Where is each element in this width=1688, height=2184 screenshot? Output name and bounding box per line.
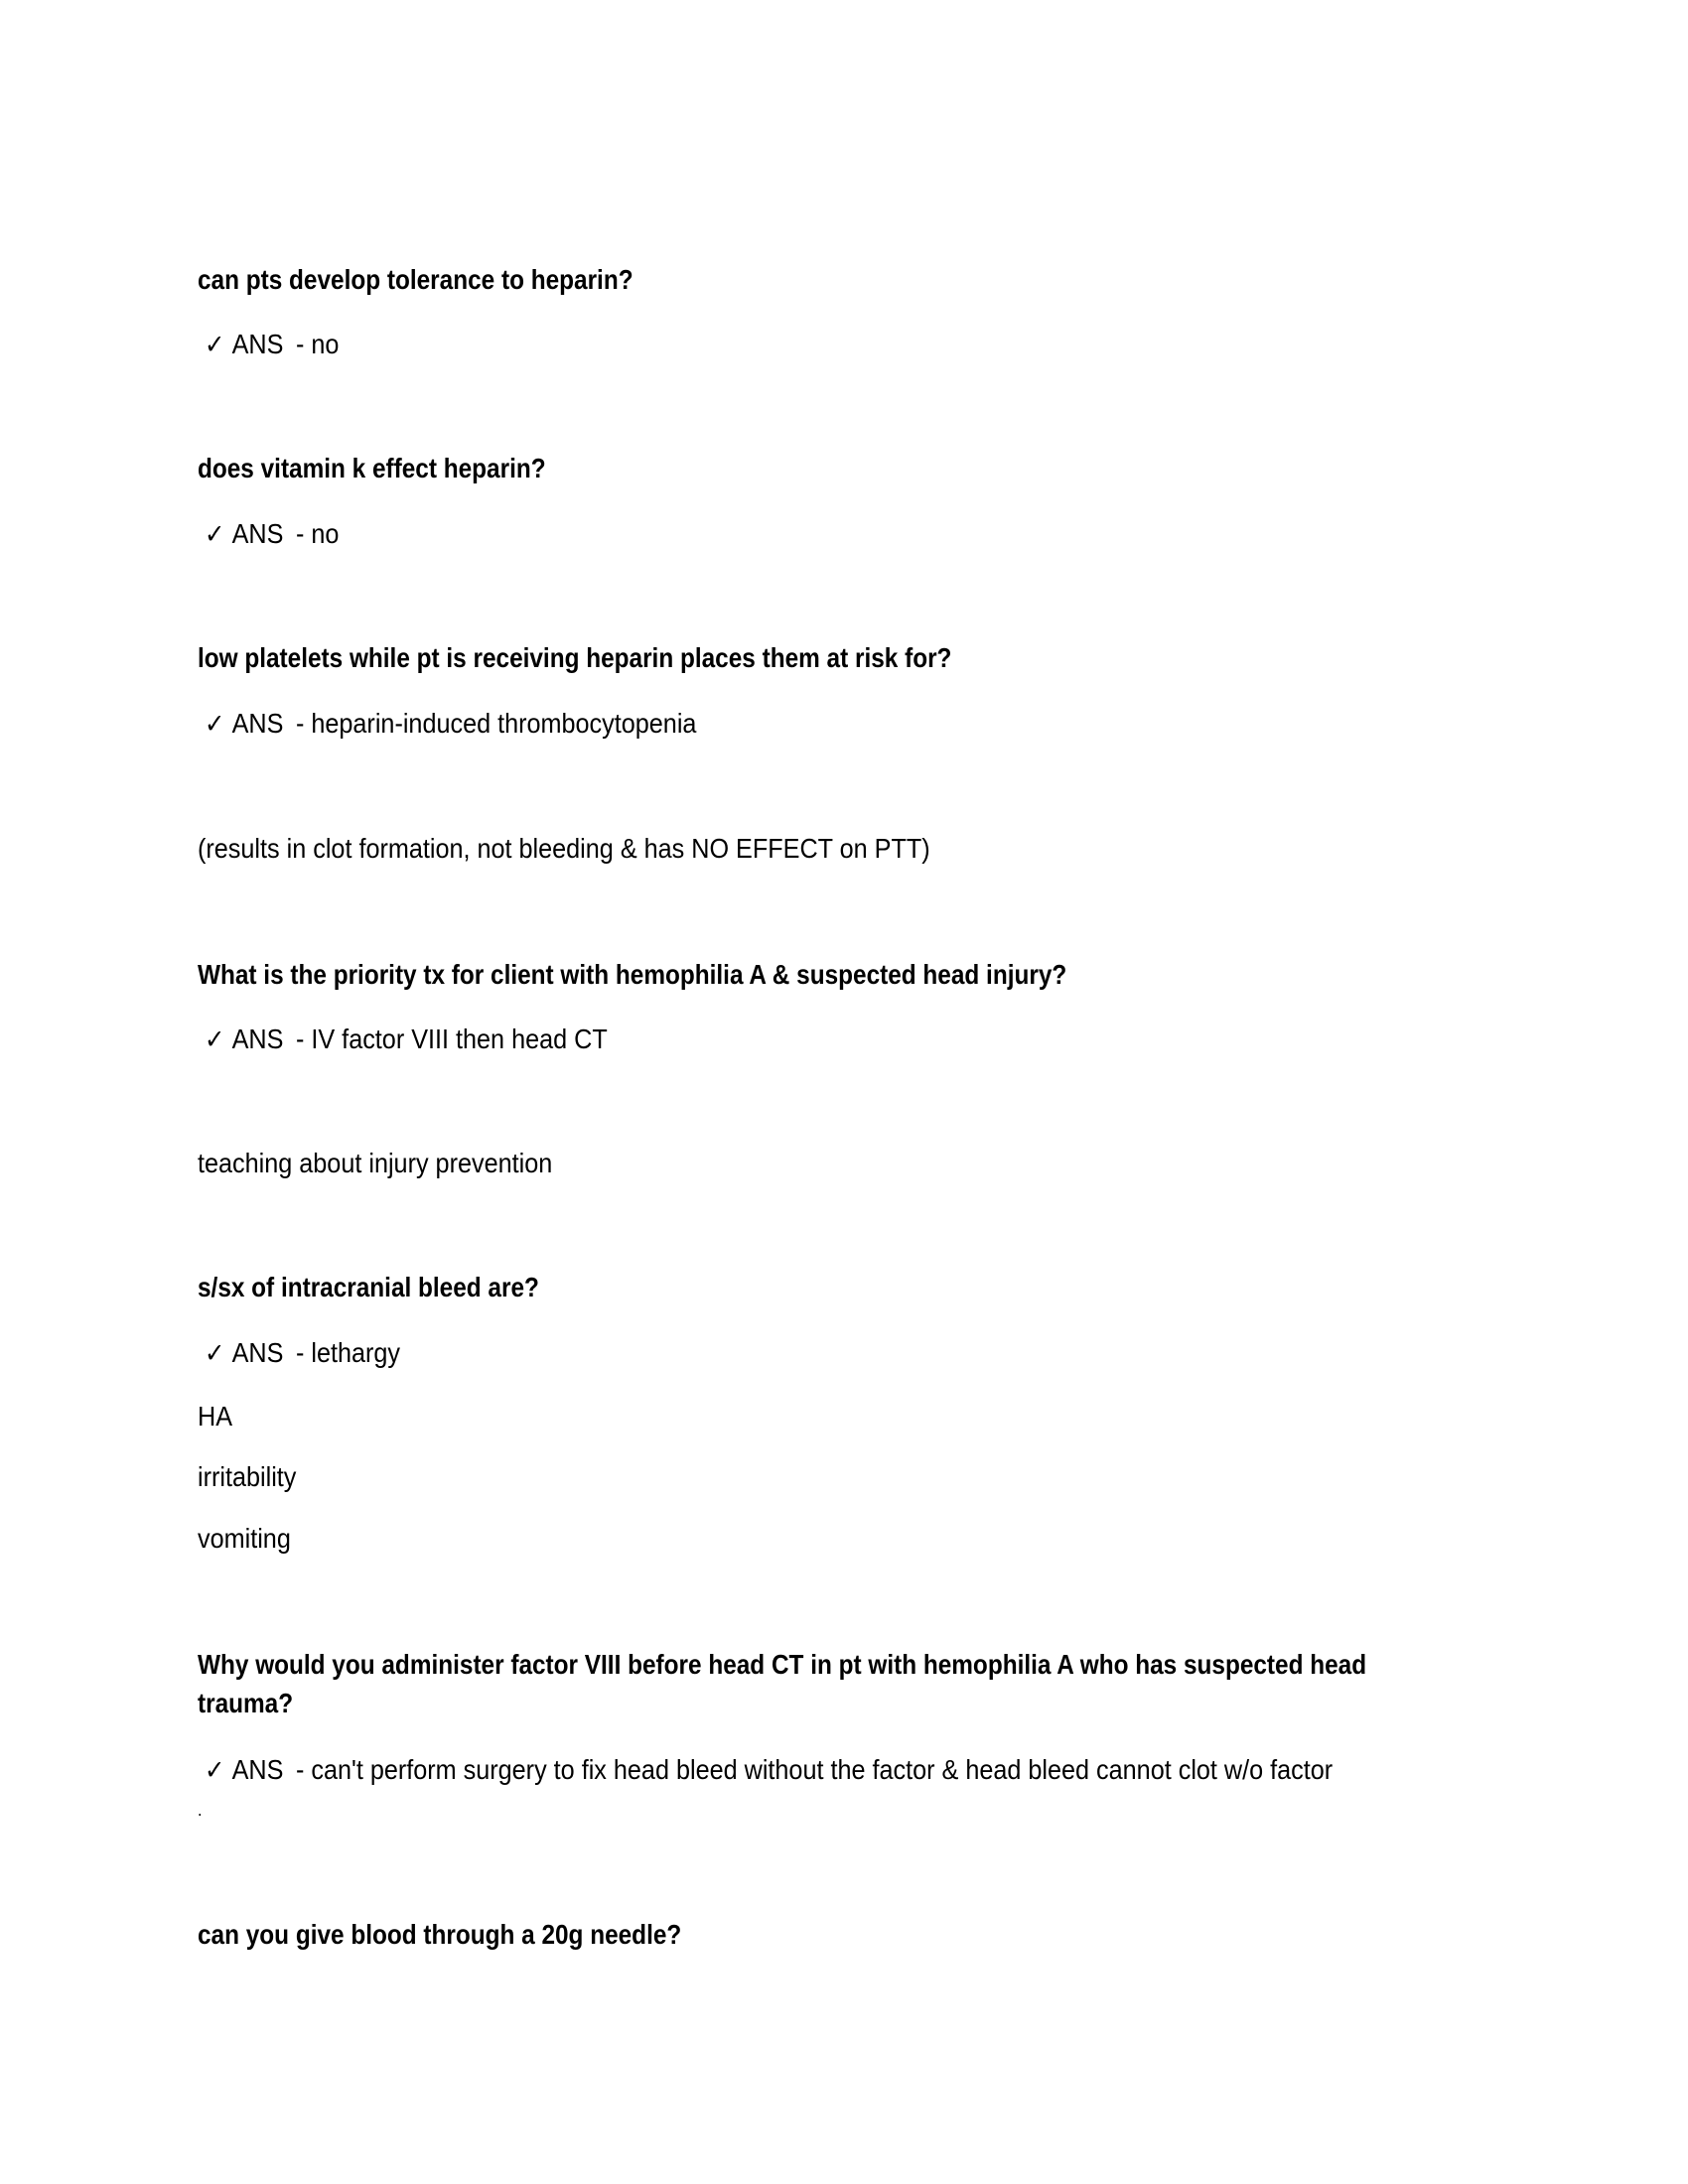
checkmark-icon: ✓ (205, 709, 225, 740)
answer-note: (results in clot formation, not bleeding & has NO EFFECT on PTT) (198, 833, 930, 864)
checkmark-icon: ✓ (205, 1755, 225, 1786)
trailing-period: . (198, 1800, 203, 1820)
answer-list-item: HA (198, 1401, 233, 1432)
answer-6 (205, 1750, 1333, 1790)
answer-tag: ANS (231, 1754, 284, 1785)
answer-3 (205, 704, 696, 744)
checkmark-icon: ✓ (205, 330, 225, 360)
answer-tag: ANS (231, 518, 284, 549)
question-6-line-2: trauma? (198, 1688, 294, 1718)
answer-2 (205, 514, 339, 554)
answer-text: - no (295, 518, 340, 549)
answer-tag: ANS (231, 1024, 284, 1054)
answer-text: - can't perform surgery to fix head bleed without the factor & head bleed cannot clot w/o factor (295, 1754, 1334, 1785)
checkmark-icon: ✓ (205, 519, 225, 550)
checkmark-icon: ✓ (205, 1338, 225, 1369)
answer-tag: ANS (231, 329, 284, 359)
answer-text: - heparin-induced thrombocytopenia (295, 708, 697, 739)
answer-5 (205, 1333, 400, 1373)
question-1: can pts develop tolerance to heparin? (198, 264, 633, 295)
question-3: low platelets while pt is receiving heparin places them at risk for? (198, 642, 952, 673)
answer-tag: ANS (231, 1337, 284, 1368)
answer-text: - lethargy (295, 1337, 401, 1368)
answer-tag: ANS (231, 708, 284, 739)
question-2: does vitamin k effect heparin? (198, 453, 546, 483)
question-6-line-1: Why would you administer factor VIII before head CT in pt with hemophilia A who has suspected head (198, 1649, 1367, 1680)
answer-list-item: irritability (198, 1461, 297, 1492)
answer-1 (205, 325, 339, 364)
answer-note: teaching about injury prevention (198, 1148, 553, 1178)
checkmark-icon: ✓ (205, 1024, 225, 1055)
answer-text: - no (295, 329, 340, 359)
question-7: can you give blood through a 20g needle? (198, 1919, 682, 1950)
answer-4 (205, 1020, 608, 1059)
answer-list-item: vomiting (198, 1523, 291, 1554)
question-4: What is the priority tx for client with hemophilia A & suspected head injury? (198, 959, 1067, 990)
question-5: s/sx of intracranial bleed are? (198, 1272, 539, 1302)
answer-text: - IV factor VIII then head CT (295, 1024, 608, 1054)
